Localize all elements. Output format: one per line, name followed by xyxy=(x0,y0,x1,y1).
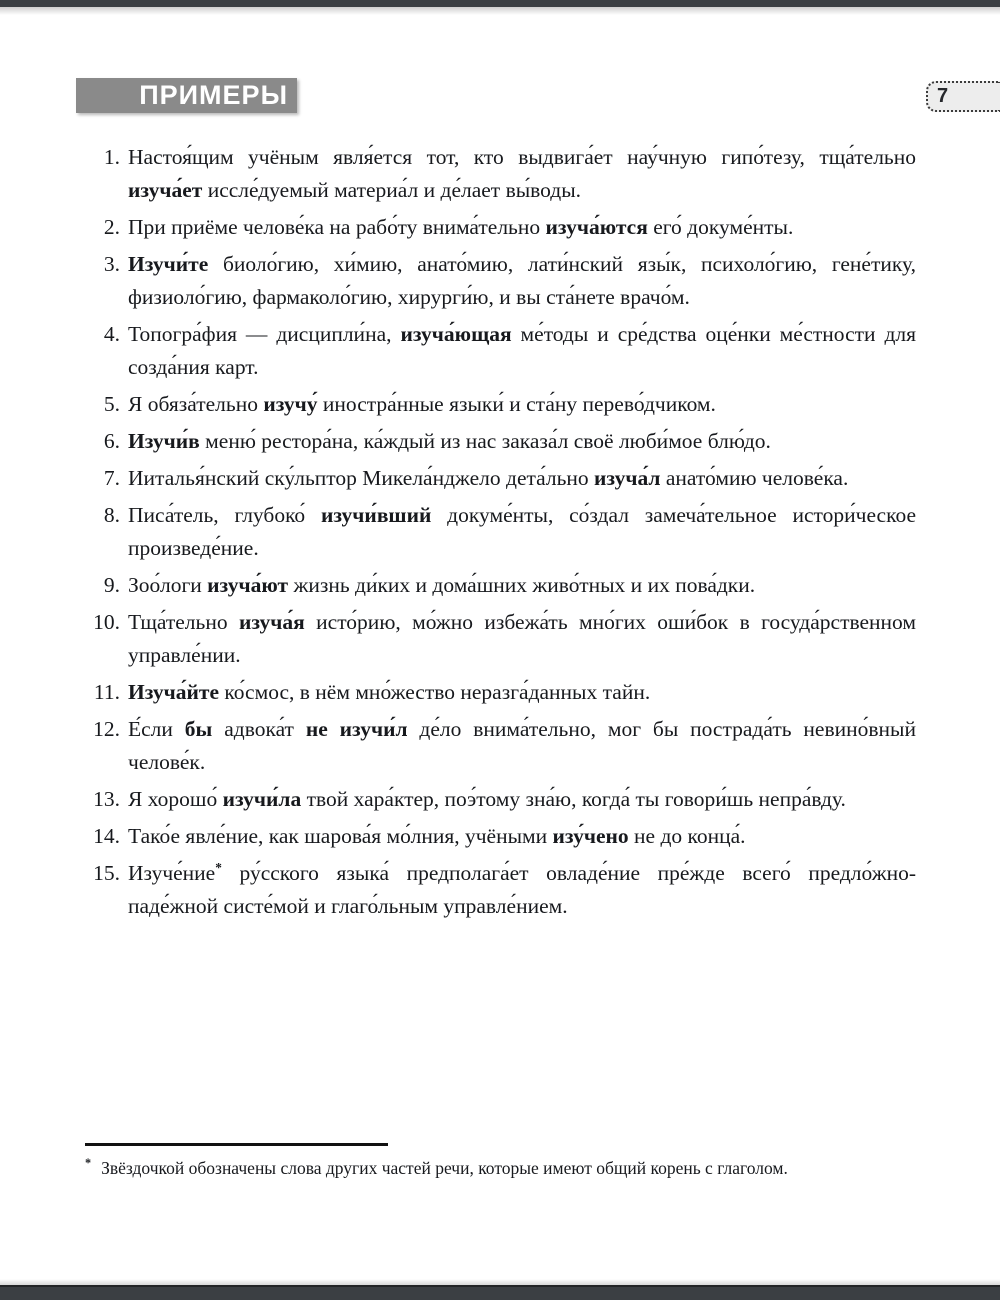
item-text: Изучи́в меню́ рестора́на, ка́ждый из нас заказа́л своё люби́мое блю́до. xyxy=(128,429,771,453)
section-header-label: ПРИМЕРЫ xyxy=(139,80,288,110)
example-item xyxy=(88,425,916,458)
item-number: 3. xyxy=(103,252,120,276)
page-number-tab xyxy=(926,81,1000,112)
footnote-rule xyxy=(85,1143,388,1146)
example-item xyxy=(88,783,916,816)
item-number: 14. xyxy=(93,824,120,848)
page-number: 7 xyxy=(937,85,949,107)
item-text: Писа́тель, глубоко́ изучи́вший докуме́нты, со́здал замеча́тельное истори́ческое произведе́ние. xyxy=(128,503,916,560)
footnote xyxy=(85,1143,925,1179)
item-number: 8. xyxy=(103,503,120,527)
item-number: 5. xyxy=(103,392,120,416)
example-item xyxy=(88,141,916,207)
item-text: Я хорошо́ изучи́ла твой хара́ктер, поэ́тому зна́ю, когда́ ты говори́шь непра́вду. xyxy=(128,787,846,811)
item-text: Изуча́йте ко́смос, в нём мно́жество неразга́данных тайн. xyxy=(128,680,651,704)
item-number: 12. xyxy=(93,717,120,741)
item-number: 7. xyxy=(103,466,120,490)
example-item xyxy=(88,713,916,779)
item-number: 4. xyxy=(103,322,120,346)
example-item xyxy=(88,499,916,565)
item-text: Настоя́щим учёным явля́ется тот, кто выдвига́ет нау́чную гипо́тезу, тща́тельно изуча́ет иссле́дуемый материа́л и де́лает вы́воды. xyxy=(128,145,916,202)
viewer-bottom-edge xyxy=(0,1285,1000,1300)
item-number: 6. xyxy=(103,429,120,453)
item-text: Тако́е явле́ние, как шарова́я мо́лния, учёными изу́чено не до конца́. xyxy=(128,824,746,848)
item-text: Я обяза́тельно изучу́ иностра́нные языки́ и ста́ну перево́дчиком. xyxy=(128,392,716,416)
item-text: Топогра́фия — дисципли́на, изуча́ющая ме́тоды и сре́дства оце́нки ме́стности для созда́ния карт. xyxy=(128,322,917,379)
example-item xyxy=(88,211,916,244)
example-item xyxy=(88,388,916,421)
example-item xyxy=(88,462,916,495)
item-text: Е́сли бы адвока́т не изучи́л де́ло внима́тельно, мог бы пострада́ть невино́вный челове́к. xyxy=(128,717,916,774)
footnote-marker: * xyxy=(85,1156,92,1170)
item-number: 2. xyxy=(103,215,120,239)
section-header-badge xyxy=(76,78,297,113)
item-number: 13. xyxy=(93,787,120,811)
footnote-text: Звёздочкой обозначены слова других частей речи, которые имеют общий корень с глаголом. xyxy=(101,1157,788,1178)
example-item xyxy=(88,248,916,314)
example-item xyxy=(88,676,916,709)
example-item xyxy=(88,569,916,602)
item-text: При приёме челове́ка на рабо́ту внима́тельно изуча́ются его́ докуме́нты. xyxy=(128,215,794,239)
item-text: Тща́тельно изуча́я исто́рию, мо́жно избежа́ть мно́гих оши́бок в госуда́рственном управле́нии. xyxy=(128,610,916,667)
item-text: Изуче́ние* ру́сского языка́ предполага́ет овладе́ние пре́жде всего́ предло́жно-паде́жной систе́мой и глаго́льным управле́нием. xyxy=(128,859,916,918)
item-number: 15. xyxy=(93,861,120,885)
item-number: 10. xyxy=(93,610,120,634)
example-item xyxy=(88,820,916,853)
viewer-top-edge xyxy=(0,0,1000,7)
item-number: 9. xyxy=(103,573,120,597)
example-item xyxy=(88,857,916,923)
examples-list xyxy=(88,141,916,927)
page-top-shadow xyxy=(0,7,1000,15)
footnote-line xyxy=(85,1153,925,1179)
item-number: 11. xyxy=(93,680,120,704)
item-number: 1. xyxy=(103,145,120,169)
item-text: Зоо́логи изуча́ют жизнь ди́ких и дома́шних живо́тных и их пова́дки. xyxy=(128,573,756,597)
item-text: Изучи́те биоло́гию, хи́мию, анато́мию, лати́нский язы́к, психоло́гию, гене́тику, физиоло́гию, фармаколо́гию, хирурги́ю, и вы ста́нете врачо́м. xyxy=(128,252,916,309)
example-item xyxy=(88,318,916,384)
item-text: Ииталья́нский ску́льптор Микела́нджело дета́льно изуча́л анато́мию челове́ка. xyxy=(128,466,849,490)
example-item xyxy=(88,606,916,672)
